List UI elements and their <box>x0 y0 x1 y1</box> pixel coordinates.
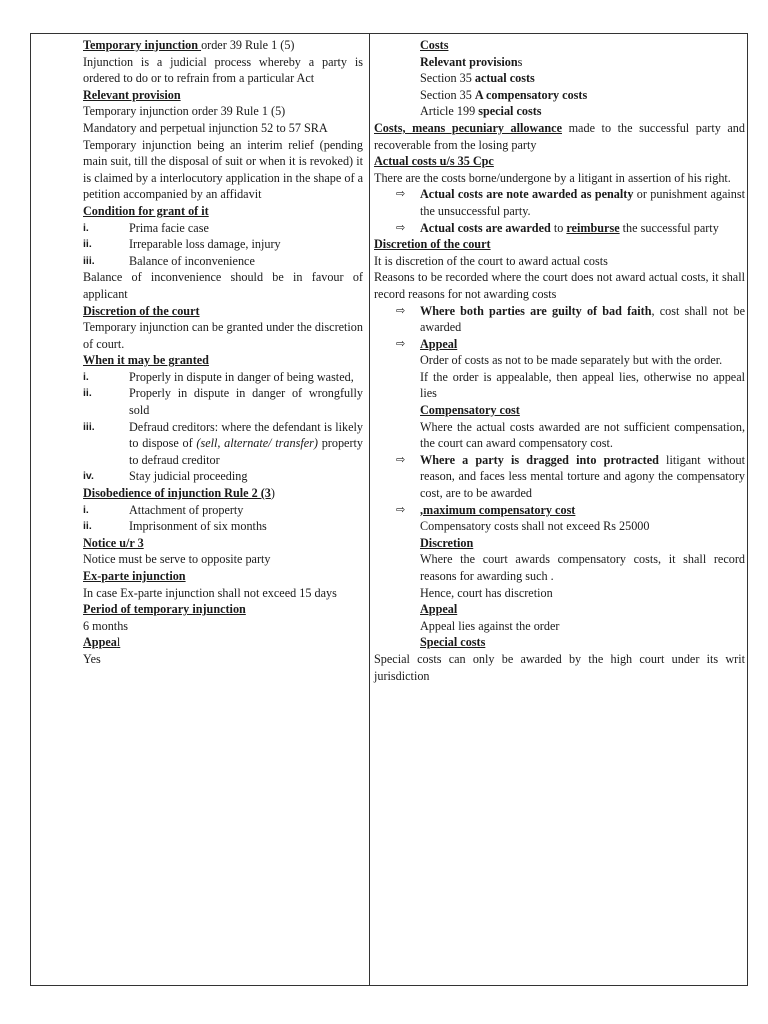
right-column <box>374 37 745 684</box>
arrow-item: ⇨ Appeal <box>396 336 458 351</box>
special-costs-heading: Special costs <box>420 635 486 650</box>
definition-text: Injunction is a judicial process whereby a party is ordered to do or to refrain from a particular Act <box>83 54 363 86</box>
right-arrow-icon: ⇨ <box>396 502 406 516</box>
right-arrow-icon: ⇨ <box>396 220 406 234</box>
column-divider <box>369 34 370 985</box>
list-item: i. Properly in dispute in danger of being wasted, <box>83 369 354 384</box>
left-column <box>83 37 363 668</box>
exparte-text: In case Ex-parte injunction shall not exceed 15 days <box>83 585 337 600</box>
notice-heading: Notice u/r 3 <box>83 535 144 550</box>
disobedience-heading: Disobedience of injunction Rule 2 (3) <box>83 486 275 501</box>
actual-costs-text: There are the costs borne/undergone by a litigant in assertion of his right. <box>374 170 731 185</box>
arrow-item: ⇨ Where a party is dragged into protracted litigant without reason, and faces less mental torture and agony the compensatory cost, are to be awarded <box>396 452 745 501</box>
discretion-heading: Discretion of the court <box>83 303 200 318</box>
discretion-heading: Discretion <box>420 535 474 550</box>
exparte-heading: Ex-parte injunction <box>83 569 186 583</box>
special-costs-text: Special costs can only be awarded by the high court under its writ jurisdiction <box>374 651 745 683</box>
discretion-heading: Discretion of the court <box>374 237 491 252</box>
relevant-provision-heading: Relevant provision <box>83 87 181 102</box>
list-item: ii. Imprisonment of six months <box>83 519 267 534</box>
list-item: i. Attachment of property <box>83 502 244 517</box>
balance-text: Balance of inconvenience should be in favour of applicant <box>83 270 363 301</box>
list-item: i. Prima facie case <box>83 220 209 235</box>
arrow-item: ⇨ ,maximum compensatory cost <box>396 502 576 517</box>
condition-heading: Condition for grant of it <box>83 203 209 218</box>
compensatory-cost-text: Where the actual costs awarded are not sufficient compensation, the court can award compensatory cost. <box>420 419 745 451</box>
relevant-provisions-heading: Relevant provisions <box>420 54 523 69</box>
period-text: 6 months <box>83 618 129 633</box>
list-item: ii. Irreparable loss damage, injury <box>83 237 281 252</box>
appeal-text: Yes <box>83 651 101 666</box>
appeal-text: Order of costs as not to be made separately but with the order. <box>420 353 723 368</box>
discretion-text: Hence, court has discretion <box>420 585 553 600</box>
list-item: ii. Properly in dispute in danger of wrongfully sold <box>83 386 363 418</box>
list-item: iii. Defraud creditors: where the defendant is likely to dispose of (sell, alternate/ transfer) property to defraud creditor <box>83 419 363 467</box>
arrow-item: ⇨ Where both parties are guilty of bad faith, cost shall not be awarded <box>396 303 745 335</box>
list-item: iii. Balance of inconvenience <box>83 253 255 268</box>
discretion-text: It is discretion of the court to award actual costs <box>374 253 608 268</box>
costs-definition: Costs, means pecuniary allowance made to the successful party and recoverable from the losing party <box>374 120 745 152</box>
discretion-text: Reasons to be recorded where the court does not award actual costs, it shall record reasons for not awarding costs <box>374 270 745 301</box>
right-arrow-icon: ⇨ <box>396 303 406 317</box>
interim-relief-text: Temporary injunction being an interim relief (pending main suit, till the disposal of suit or when it is revoked) it is claimed by a interlocutory application in the shape of a petition accompanied by an affidavit <box>83 137 363 202</box>
provision-line: Section 35 A compensatory costs <box>420 87 588 102</box>
temporary-injunction-title: Temporary injunction order 39 Rule 1 (5) <box>83 38 295 52</box>
compensatory-cost-heading: Compensatory cost <box>420 403 520 418</box>
period-heading: Period of temporary injunction <box>83 602 246 617</box>
right-arrow-icon: ⇨ <box>396 452 406 466</box>
costs-heading: Costs <box>420 38 449 52</box>
actual-costs-heading: Actual costs u/s 35 Cpc <box>374 154 494 169</box>
provision-line: Section 35 actual costs <box>420 71 535 86</box>
appeal-heading: Appeal <box>420 602 458 617</box>
max-compensatory-text: Compensatory costs shall not exceed Rs 25000 <box>420 519 650 534</box>
provision-line: Article 199 special costs <box>420 104 542 119</box>
discretion-text: Temporary injunction can be granted under the discretion of court. <box>83 320 363 351</box>
discretion-text: Where the court awards compensatory costs, it shall record reasons for awarding such . <box>420 552 745 583</box>
right-arrow-icon: ⇨ <box>396 336 406 350</box>
when-granted-heading: When it may be granted <box>83 353 209 368</box>
list-item: iv. Stay judicial proceeding <box>83 469 248 484</box>
arrow-item: ⇨ Actual costs are awarded to reimburse the successful party <box>396 220 719 235</box>
right-arrow-icon: ⇨ <box>396 187 406 201</box>
appeal-text: If the order is appealable, then appeal lies, otherwise no appeal lies <box>420 369 745 401</box>
arrow-item: ⇨ Actual costs are note awarded as penalty or punishment against the unsuccessful party. <box>396 187 745 218</box>
provision-line: Mandatory and perpetual injunction 52 to 57 SRA <box>83 120 328 135</box>
appeal-heading: Appeal <box>83 635 121 650</box>
notes-table <box>30 33 748 986</box>
provision-line: Temporary injunction order 39 Rule 1 (5) <box>83 104 286 119</box>
notice-text: Notice must be serve to opposite party <box>83 552 271 567</box>
appeal-text: Appeal lies against the order <box>420 618 560 633</box>
